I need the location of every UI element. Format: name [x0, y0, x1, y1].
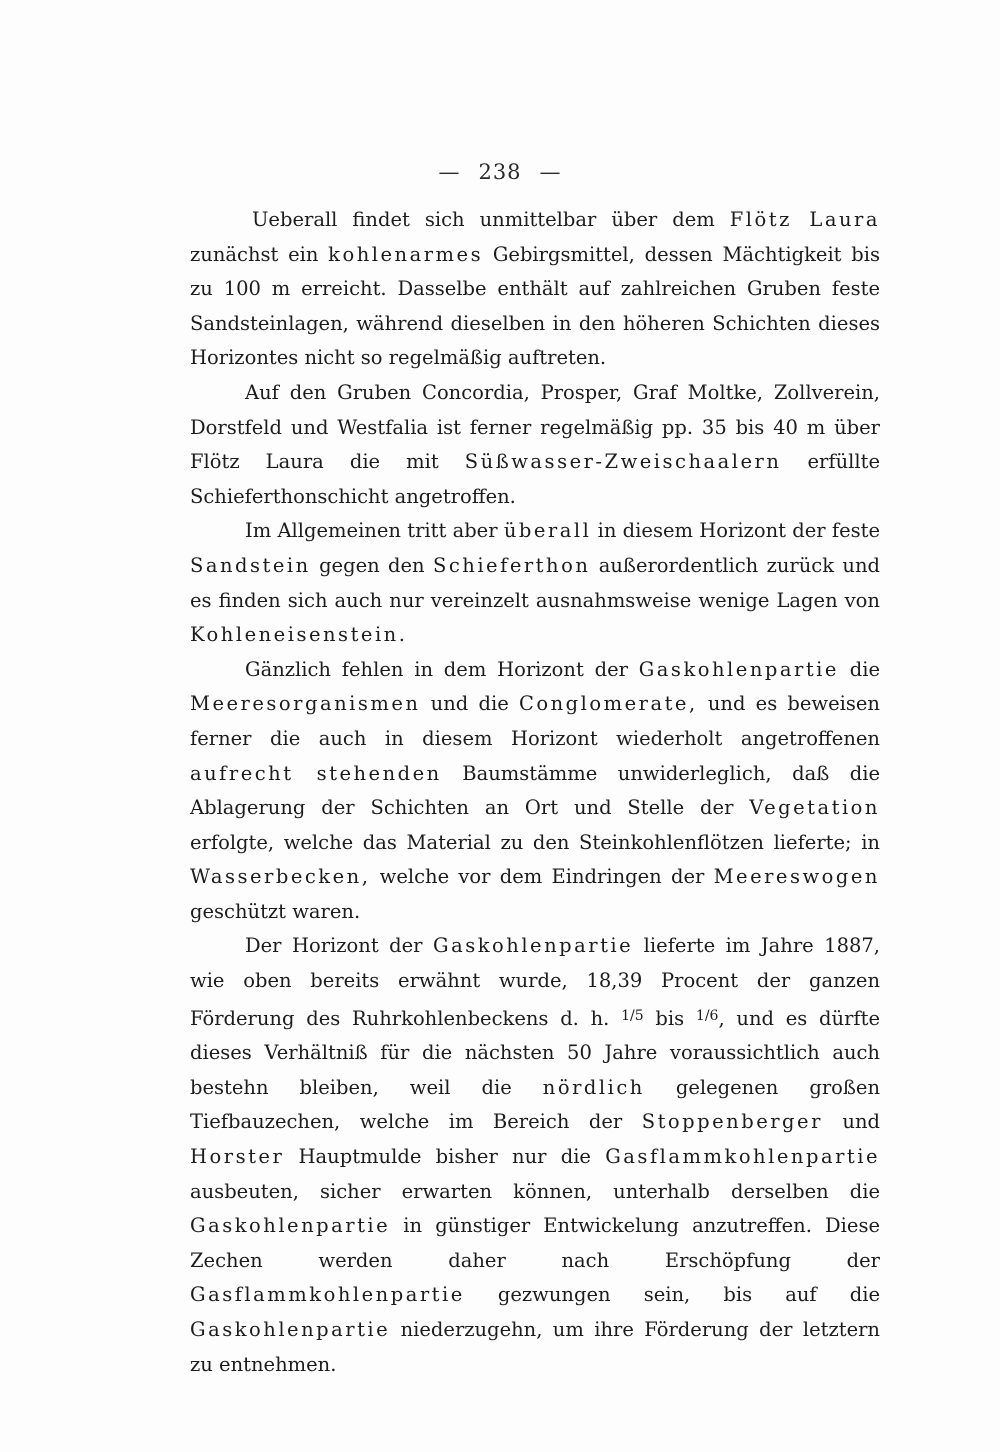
text-run: welche vor dem Eindringen der: [370, 865, 714, 889]
spaced-text: Kohleneisenstein.: [190, 623, 408, 647]
spaced-text: Sandstein: [190, 553, 311, 577]
text-run: erfüllte Schieferthonschicht angetroffen.: [190, 450, 880, 508]
text-run: Im Allgemeinen tritt aber: [245, 519, 504, 543]
spaced-text: Stoppenberger: [641, 1110, 823, 1134]
text-run: gezwungen sein, bis auf die: [464, 1283, 880, 1307]
spaced-text: Meereswogen: [713, 865, 880, 889]
paragraph: [190, 514, 880, 652]
spaced-text: überall: [503, 519, 592, 543]
text-run: Gebirgsmittel, dessen Mächtigkeit bis zu 100 m erreicht. Dasselbe enthält auf zahlreichen Gruben feste Sandsteinlagen, während dieselben in den höheren Schichten dieses Horizontes nicht so regelmäßig auftreten.: [190, 242, 880, 370]
text-run: in diesem Horizont der feste: [591, 519, 880, 543]
spaced-text: Horster: [190, 1145, 285, 1169]
spaced-text: aufrecht stehenden: [190, 761, 442, 785]
paragraph: [190, 929, 880, 1382]
spaced-text: Meeresorganismen: [190, 692, 421, 716]
text-run: Hauptmulde bisher nur die: [284, 1145, 606, 1169]
text-run: , und es dürfte dieses Verhältniß für die nächsten 50 Jahre voraussichtlich auch bestehn bleiben, weil die: [190, 1006, 880, 1099]
spaced-text: Gaskohlenpartie: [433, 934, 634, 958]
text-run: die: [838, 657, 880, 681]
text-run: und es beweisen ferner die auch in diesem Horizont wiederholt angetroffenen: [190, 692, 880, 750]
spaced-text: Gasflammkohlenpartie: [190, 1283, 465, 1307]
text-run: Ueberall findet sich unmittelbar über dem: [252, 208, 730, 231]
text-run: bis: [643, 1006, 696, 1030]
spaced-text: nördlich: [542, 1075, 645, 1099]
text-run: Der Horizont der: [245, 934, 433, 958]
spaced-text: Wasserbecken,: [190, 865, 371, 889]
spaced-text: Conglomerate,: [518, 692, 698, 716]
text-run: gelegenen großen Tiefbauzechen, welche im Bereich der: [190, 1075, 880, 1134]
spaced-text: Vegetation: [749, 796, 880, 820]
page-number: 238: [478, 160, 522, 184]
text-run: niederzugehn, um ihre Förderung der letztern zu entnehmen.: [190, 1318, 880, 1376]
page-header: [0, 160, 1000, 184]
spaced-text: kohlenarmes: [328, 242, 484, 266]
text-run: außerordentlich zurück und es finden sich auch nur vereinzelt ausnahmsweise wenige Lagen von: [190, 553, 881, 612]
text-run: Baumstämme unwiderleglich, daß die Ablagerung der Schichten an Ort und Stelle der: [190, 761, 881, 820]
text-run: Auf den Gruben Concordia, Prosper, Graf Moltke, Zollverein, Dorstfeld und Westfalia ist ferner regelmäßig pp. 35 bis 40 m über Flötz Laura die mit: [190, 380, 880, 474]
text-run: zunächst ein: [190, 242, 329, 266]
text-run: und: [822, 1110, 880, 1134]
header-dash-left: —: [438, 160, 461, 184]
spaced-text: Gaskohlenpartie: [190, 1214, 391, 1238]
text-run: und die: [420, 692, 519, 716]
paragraph: [190, 203, 880, 376]
paragraph: [190, 653, 880, 930]
fraction: 1/5: [621, 1007, 644, 1024]
text-run: ausbeuten, sicher erwarten können, unterhalb derselben die: [190, 1179, 880, 1203]
header-dash-right: —: [539, 160, 562, 184]
spaced-text: Süßwasser-Zweischaalern: [464, 450, 782, 474]
text-run: in günstiger Entwickelung anzutreffen. Diese Zechen werden daher nach Erschöpfung der: [190, 1214, 880, 1272]
text-run: lieferte im Jahre 1887, wie oben bereits erwähnt wurde, 18,39 Procent der ganzen Förderung des Ruhrkohlenbeckens d. h.: [190, 934, 880, 1030]
fraction: 1/6: [695, 1007, 719, 1024]
text-run: Gänzlich fehlen in dem Horizont der: [245, 657, 639, 681]
paragraph: [190, 376, 880, 514]
text-run: erfolgte, welche das Material zu den Steinkohlenflötzen lieferte; in: [190, 830, 880, 854]
text-run: geschützt waren.: [190, 899, 361, 923]
spaced-text: Flötz Laura: [729, 208, 880, 231]
text-run: gegen den: [310, 553, 433, 577]
spaced-text: Gasflammkohlenpartie: [605, 1145, 880, 1169]
spaced-text: Schieferthon: [432, 553, 591, 577]
spaced-text: Gaskohlenpartie: [190, 1318, 391, 1341]
spaced-text: Gaskohlenpartie: [638, 657, 839, 681]
body-text: [190, 203, 880, 1382]
